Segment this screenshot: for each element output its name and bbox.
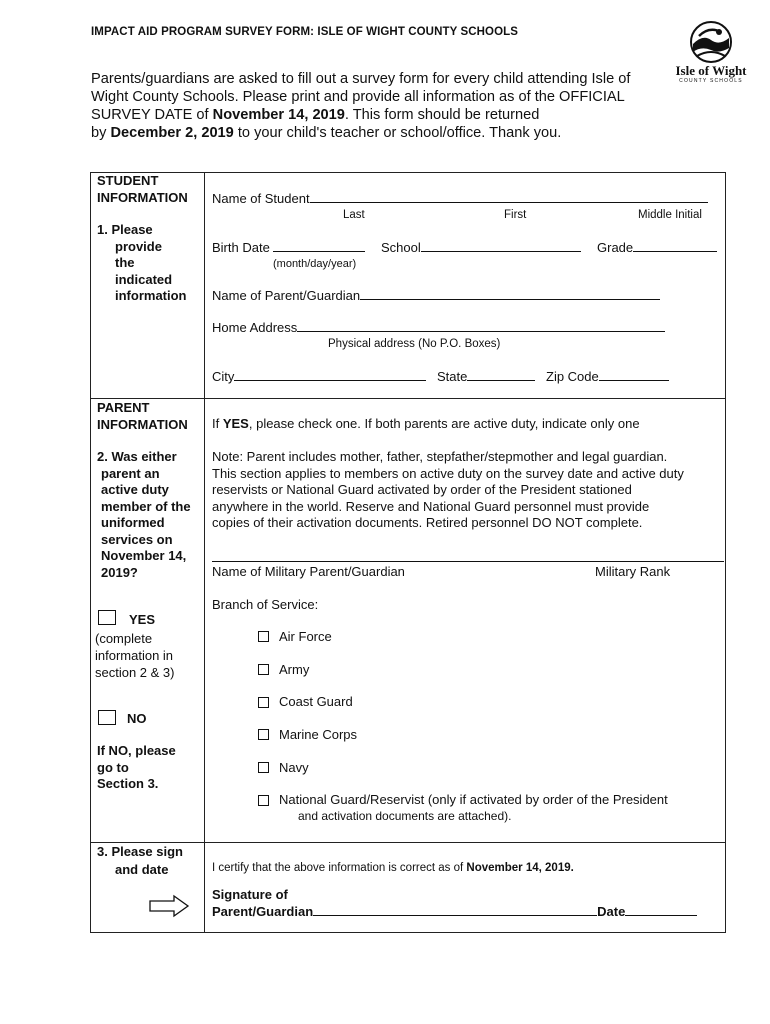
home-address-row: Home Address: [212, 319, 665, 336]
air-force-checkbox[interactable]: [258, 631, 269, 642]
school-row: School: [381, 239, 581, 256]
certify-statement: I certify that the above information is correct as of November 14, 2019.: [212, 862, 574, 874]
active-duty-question: 2. Was either parent an active duty member of the uniformed services on November 14, 2019?: [97, 449, 191, 580]
birth-date-field[interactable]: [273, 239, 365, 252]
parent-note: Note: Parent includes mother, father, stepfather/stepmother and legal guardian. This section applies to members on active duty on the survey date and active duty reservists or National Guard activated by order of the President stationed anywhere in the world. Reserve and National Guard personnel must provide copies of their activation documents. Retired personnel DO NOT complete.: [212, 449, 684, 530]
last-label: Last: [343, 209, 365, 221]
zip-row: Zip Code: [546, 368, 669, 385]
yes-label: YES: [129, 612, 156, 627]
section-divider: [90, 398, 726, 399]
intro-line: Parents/guardians are asked to fill out a survey form for every child attending Isle of: [91, 71, 631, 87]
national-guard-option: National Guard/Reservist (only if activated by order of the President: [279, 792, 668, 807]
branch-option: Coast Guard: [279, 694, 353, 709]
yes-checkbox[interactable]: [98, 610, 116, 625]
date-field[interactable]: [625, 903, 697, 916]
return-date: December 2, 2019: [110, 125, 234, 141]
section-divider: [90, 842, 726, 843]
form-title: IMPACT AID PROGRAM SURVEY FORM: ISLE OF WIGHT COUNTY SCHOOLS: [91, 26, 519, 38]
sign-date-heading: 3. Please sign and date: [97, 844, 183, 877]
state-field[interactable]: [467, 368, 535, 381]
no-checkbox[interactable]: [98, 710, 116, 725]
birth-date-row: Birth Date: [212, 239, 365, 256]
intro-line: Wight County Schools. Please print and provide all information as of the OFFICIAL: [91, 89, 625, 105]
school-field[interactable]: [421, 239, 581, 252]
military-name-label: Name of Military Parent/Guardian: [212, 564, 405, 579]
signature-row: Parent/Guardian Date: [212, 903, 697, 921]
zip-field[interactable]: [599, 368, 669, 381]
column-divider: [204, 172, 205, 933]
arrow-right-icon: [148, 894, 190, 918]
branch-option: Air Force: [279, 629, 332, 644]
survey-date: November 14, 2019: [212, 107, 345, 123]
grade-field[interactable]: [633, 239, 717, 252]
middle-initial-label: Middle Initial: [638, 209, 702, 221]
branch-option: Army: [279, 662, 310, 677]
student-name-row: Name of Student: [212, 190, 708, 207]
logo-subtitle: COUNTY SCHOOLS: [679, 78, 743, 84]
branch-option: Navy: [279, 760, 309, 775]
army-checkbox[interactable]: [258, 664, 269, 675]
no-label: NO: [127, 711, 147, 726]
address-hint: Physical address (No P.O. Boxes): [328, 338, 501, 350]
branch-label: Branch of Service:: [212, 597, 319, 612]
military-name-field[interactable]: [212, 561, 724, 562]
intro-line: by December 2, 2019 to your child's teacher or school/office. Thank you.: [91, 125, 562, 141]
city-row: City: [212, 368, 426, 385]
signature-label: Signature of: [212, 887, 288, 902]
student-info-heading: STUDENT INFORMATION: [97, 173, 188, 205]
national-guard-option-note: and activation documents are attached).: [298, 809, 512, 823]
birth-date-hint: (month/day/year): [273, 258, 357, 270]
check-one-instruction: If YES, please check one. If both parents are active duty, indicate only one: [212, 416, 640, 431]
isle-of-wight-logo-icon: [689, 20, 733, 64]
state-row: State: [437, 368, 535, 385]
intro-line: SURVEY DATE of November 14, 2019. This form should be returned: [91, 107, 540, 123]
national-guard-checkbox[interactable]: [258, 795, 269, 806]
parent-name-row: Name of Parent/Guardian: [212, 287, 660, 304]
branch-option: Marine Corps: [279, 727, 358, 742]
navy-checkbox[interactable]: [258, 762, 269, 773]
city-field[interactable]: [234, 368, 426, 381]
parent-info-heading: PARENT INFORMATION: [97, 400, 188, 432]
military-rank-label: Military Rank: [595, 564, 671, 579]
no-note: If NO, please go to Section 3.: [97, 743, 176, 791]
student-name-field[interactable]: [310, 190, 708, 203]
yes-note: (complete information in section 2 & 3): [95, 631, 175, 680]
intro-paragraph: [91, 70, 651, 142]
grade-row: Grade: [597, 239, 717, 256]
first-label: First: [504, 209, 527, 221]
coast-guard-checkbox[interactable]: [258, 697, 269, 708]
home-address-field[interactable]: [297, 319, 665, 332]
logo-name: Isle of Wight: [675, 63, 747, 78]
parent-name-field[interactable]: [360, 287, 660, 300]
school-logo: [672, 20, 750, 84]
student-instruction: 1. Please provide the indicated information: [97, 222, 187, 303]
signature-field[interactable]: [313, 903, 597, 916]
marine-corps-checkbox[interactable]: [258, 729, 269, 740]
